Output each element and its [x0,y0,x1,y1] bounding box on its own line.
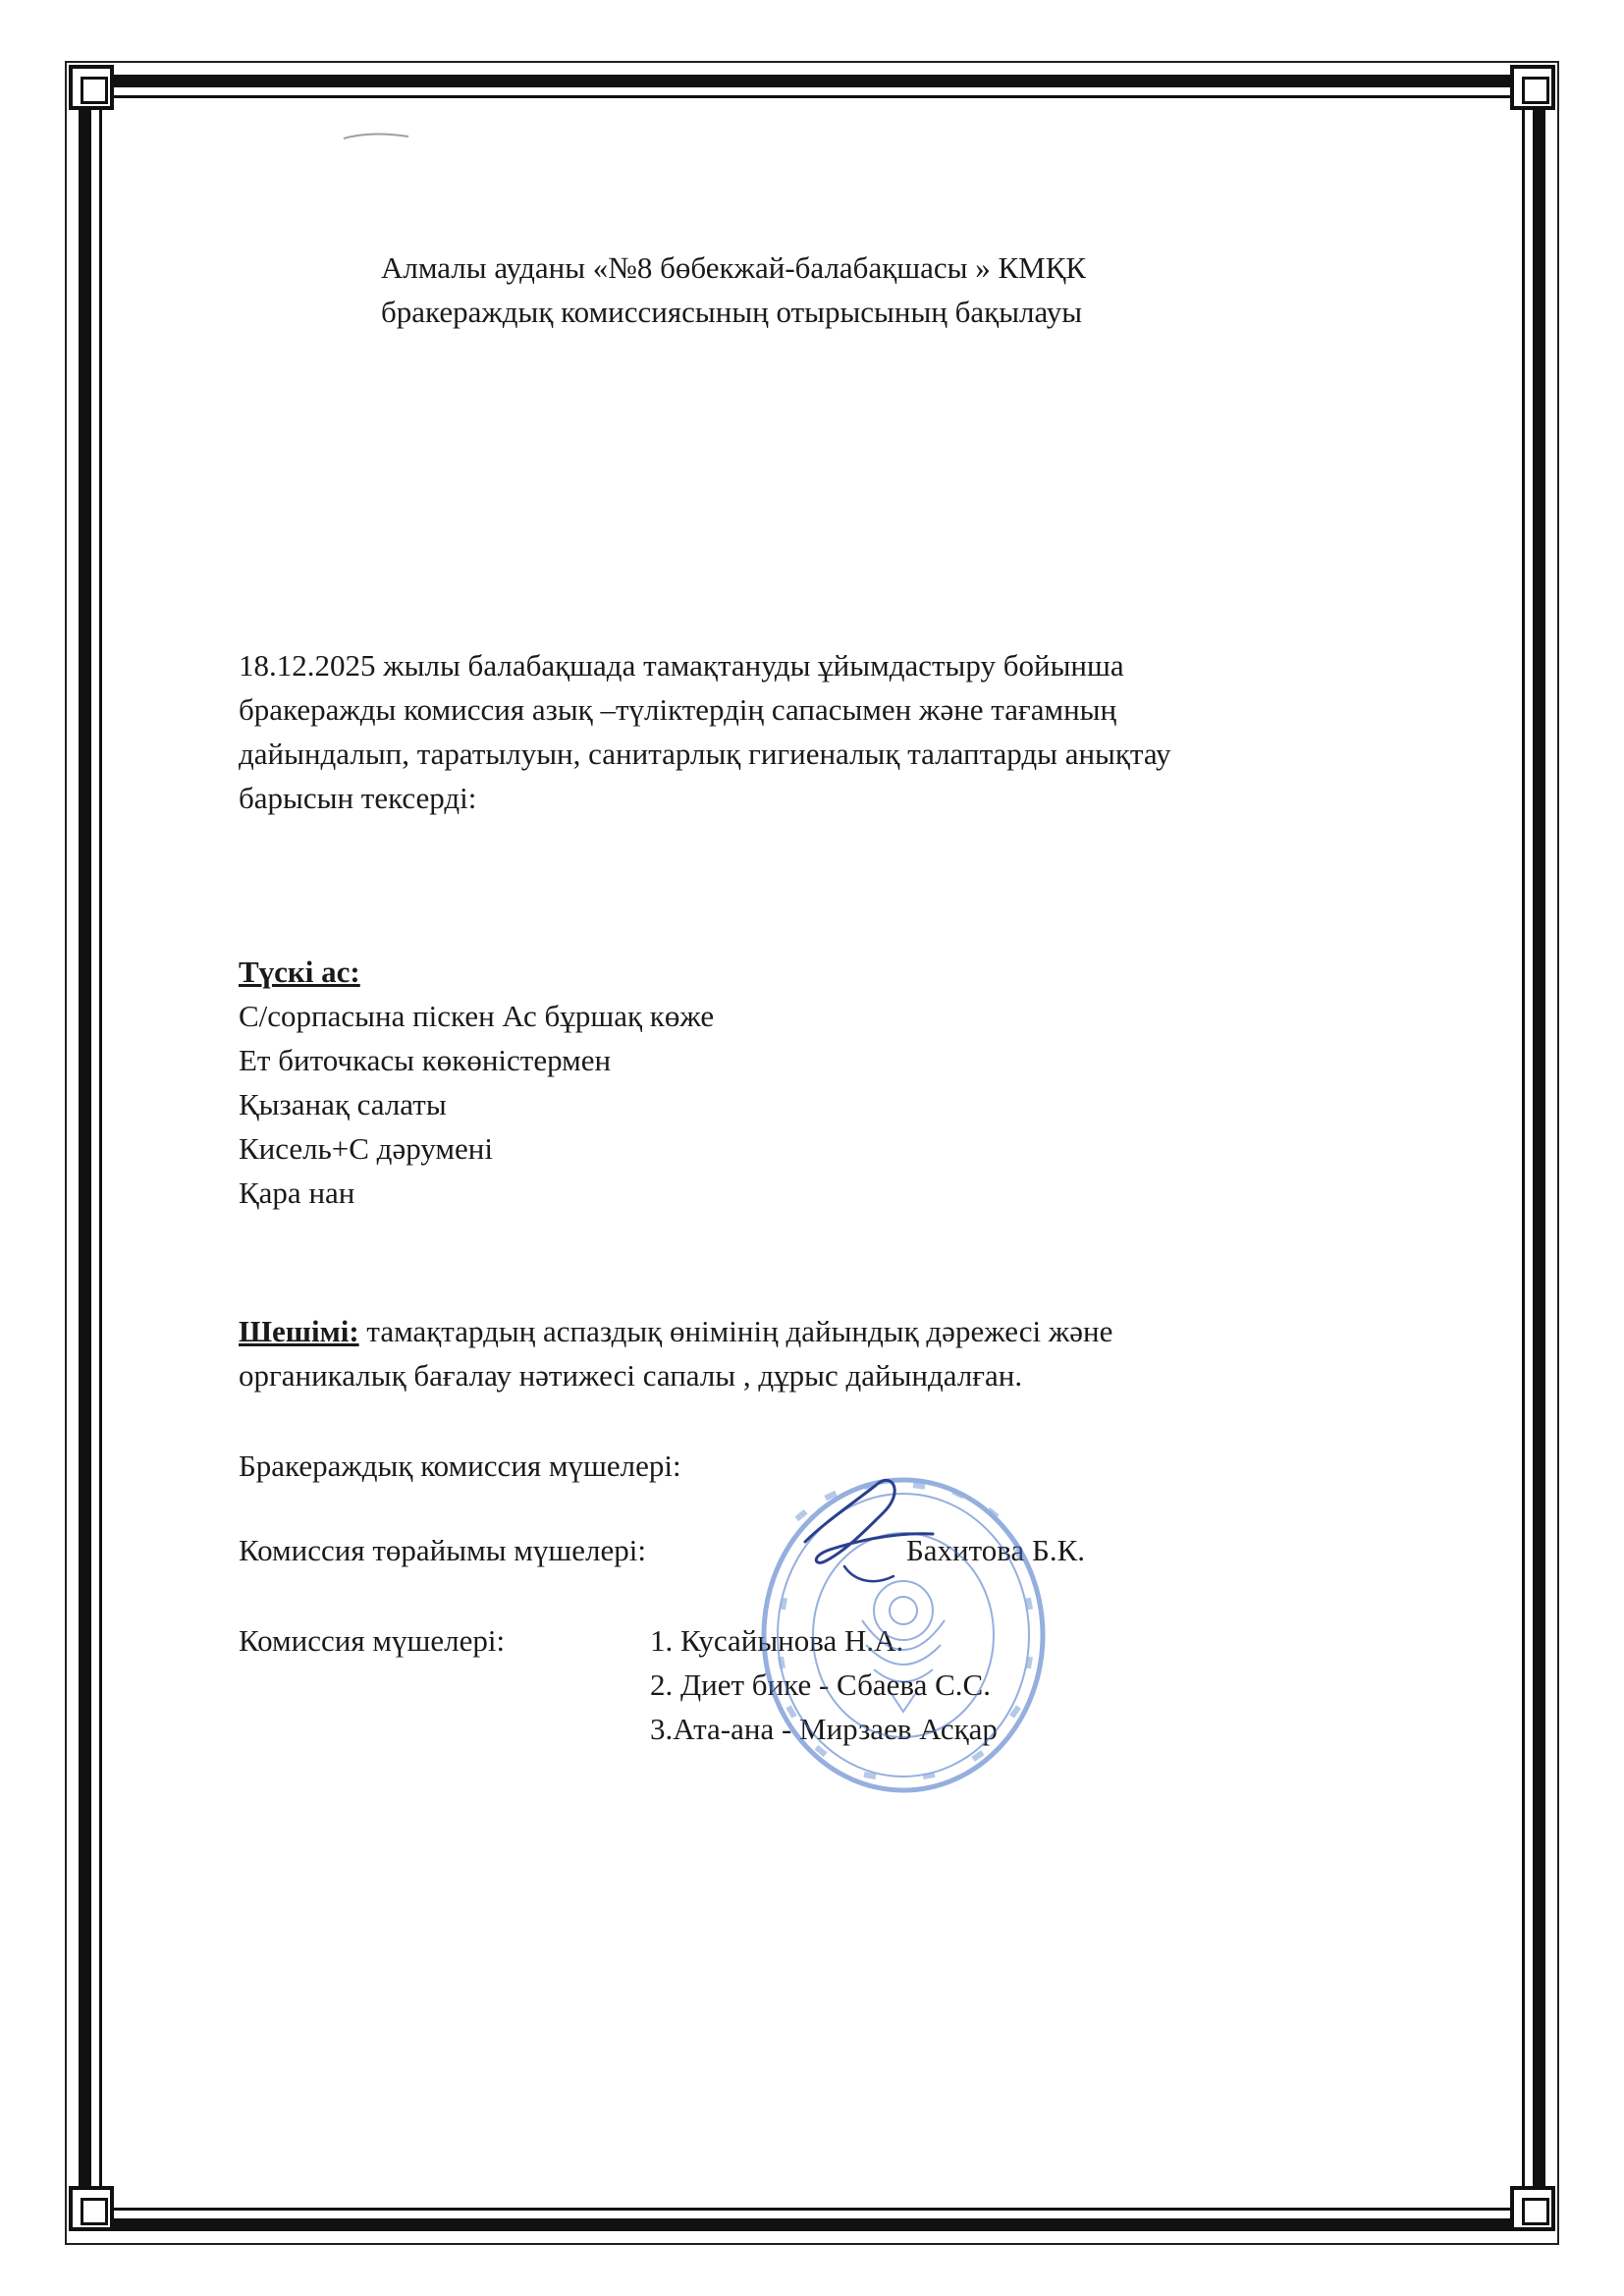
decision-label: Шешімі: [239,1314,359,1348]
lunch-heading: Түскі ас: [239,955,360,989]
pencil-mark [342,130,410,143]
frame-corner-top-right [1510,65,1555,110]
chair-label: Комиссия төрайымы мүшелері: [239,1533,646,1567]
menu-item: Қара нан [239,1175,355,1210]
member-list [650,1618,998,1751]
decision-paragraph [239,1309,1112,1397]
frame-corner-bottom-left [69,2186,114,2231]
intro-paragraph [239,643,1446,820]
document-title [381,246,1086,334]
frame-corner-bottom-right [1510,2186,1555,2231]
chair-name: Бахитова Б.К. [906,1533,1086,1567]
menu-item: Кисель+С дәрумені [239,1131,493,1166]
decision-line-2: органикалық бағалау нәтижесі сапалы , дұрыс дайындалған. [239,1358,1023,1393]
title-line-2: бракераждық комиссиясының отырысының бақылауы [381,295,1083,329]
member-item: 2. Диет бике - Сбаева С.С. [650,1667,991,1702]
menu-item: Ет биточкасы көкөністермен [239,1043,612,1077]
menu-item: С/сорпасына піскен Ас бұршақ көже [239,999,715,1033]
intro-line-3: дайындалып, таратылуын, санитарлық гигиеналық талаптарды анықтау [239,737,1171,771]
members-title: Бракераждық комиссия мүшелері: [239,1449,681,1483]
intro-line-2: бракеражды комиссия азық –түліктердің сапасымен және тағамның [239,692,1117,727]
member-item: 3.Ата-ана - Мирзаев Асқар [650,1712,998,1746]
title-line-1: Алмалы ауданы «№8 бөбекжай-балабақшасы » КМҚК [381,250,1087,285]
member-label: Комиссия мүшелері: [239,1623,506,1658]
lunch-menu [239,950,714,1215]
intro-line-4: барысын тексерді: [239,781,477,815]
frame-corner-top-left [69,65,114,110]
intro-line-1: 18.12.2025 жылы балабақшада тамақтануды ұйымдастыру бойынша [239,648,1124,683]
member-item: 1. Кусайынова Н.А. [650,1623,904,1658]
decision-line-1 [239,1309,1112,1353]
decision-text-1: тамақтардың аспаздық өнімінің дайындық дәрежесі және [358,1314,1113,1348]
menu-item: Қызанақ салаты [239,1087,447,1121]
